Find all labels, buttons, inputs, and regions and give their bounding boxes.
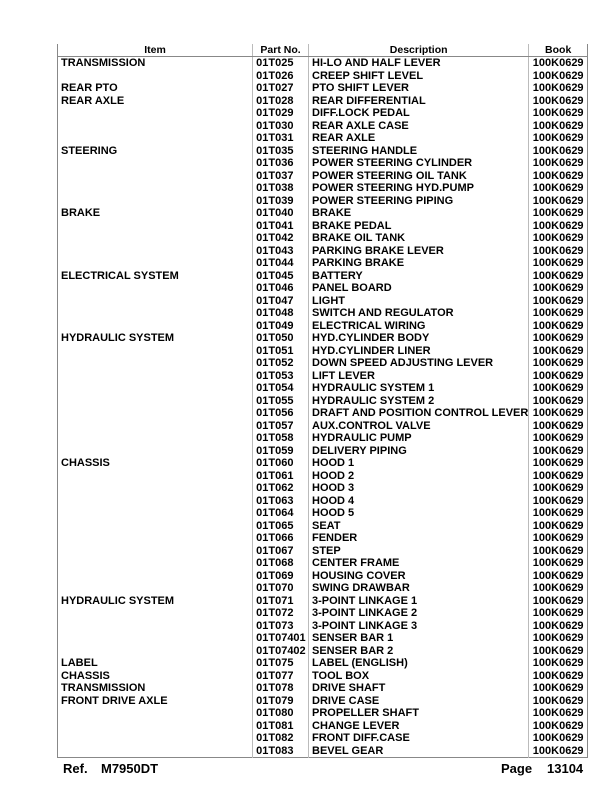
cell-book: 100K0629 [529,295,588,308]
cell-book: 100K0629 [529,70,588,83]
cell-part-no: 01T058 [253,432,309,445]
cell-item [58,382,253,395]
cell-part-no: 01T045 [253,270,309,283]
cell-book: 100K0629 [529,107,588,120]
table-row [58,420,588,433]
cell-part-no: 01T053 [253,370,309,383]
cell-description: 3-POINT LINKAGE 2 [309,607,529,620]
cell-description: LABEL (ENGLISH) [309,657,529,670]
cell-description: STEP [309,545,529,558]
cell-item [58,195,253,208]
cell-item [58,320,253,333]
cell-item [58,582,253,595]
cell-item [58,532,253,545]
cell-description: FRONT DIFF.CASE [309,732,529,745]
cell-item [58,170,253,183]
table-row [58,270,588,283]
cell-part-no: 01T036 [253,157,309,170]
cell-book: 100K0629 [529,545,588,558]
table-row [58,707,588,720]
table-row [58,507,588,520]
table-row [58,220,588,233]
cell-description: HYD.CYLINDER LINER [309,345,529,358]
cell-book: 100K0629 [529,520,588,533]
cell-item: HYDRAULIC SYSTEM [61,594,175,607]
cell-book: 100K0629 [529,470,588,483]
cell-item [58,482,253,495]
cell-description: HYDRAULIC SYSTEM 1 [309,382,529,395]
cell-description: TOOL BOX [309,670,529,683]
cell-item [58,570,253,583]
table-row [58,557,588,570]
cell-item [58,707,253,720]
header-description: Description [309,44,529,57]
cell-book: 100K0629 [529,557,588,570]
cell-book: 100K0629 [529,695,588,708]
cell-item: TRANSMISSION [61,682,146,694]
cell-description: BATTERY [309,270,529,283]
cell-item [58,232,253,245]
cell-item [58,370,253,383]
cell-item [58,182,253,195]
ref-value: M7950DT [101,761,159,776]
cell-description: PARKING BRAKE [309,257,529,270]
cell-part-no: 01T069 [253,570,309,583]
cell-item [58,407,253,420]
cell-part-no: 01T073 [253,620,309,633]
cell-book: 100K0629 [529,170,588,183]
table-row [58,232,588,245]
cell-book: 100K0629 [529,370,588,383]
cell-description: LIFT LEVER [309,370,529,383]
cell-part-no: 01T062 [253,482,309,495]
cell-book: 100K0629 [529,195,588,208]
table-row [58,295,588,308]
cell-description: SENSER BAR 2 [309,645,529,658]
table-row [58,582,588,595]
cell-item [58,470,253,483]
cell-item [58,720,253,733]
table-row [58,645,588,658]
table-row [58,207,588,220]
table-row [58,632,588,645]
table-header [58,44,588,57]
cell-book: 100K0629 [529,445,588,458]
cell-book: 100K0629 [529,257,588,270]
cell-book: 100K0629 [529,120,588,133]
cell-description: DRIVE CASE [309,695,529,708]
cell-item [58,645,253,658]
cell-item [58,432,253,445]
table-row [58,745,588,758]
cell-description: 3-POINT LINKAGE 1 [309,595,529,608]
cell-part-no: 01T029 [253,107,309,120]
cell-item: FRONT DRIVE AXLE [61,694,168,707]
cell-description: HYDRAULIC SYSTEM 2 [309,395,529,408]
cell-part-no: 01T081 [253,720,309,733]
cell-description: DRIVE SHAFT [309,682,529,695]
table-row [58,145,588,158]
cell-book: 100K0629 [529,432,588,445]
cell-description: STEERING HANDLE [309,145,529,158]
table-row [58,70,588,83]
cell-book: 100K0629 [529,670,588,683]
table-row [58,357,588,370]
cell-item [58,245,253,258]
cell-description: SENSER BAR 1 [309,632,529,645]
table-row [58,695,588,708]
cell-description: DIFF.LOCK PEDAL [309,107,529,120]
cell-item: ELECTRICAL SYSTEM [61,269,179,282]
cell-description: DOWN SPEED ADJUSTING LEVER [309,357,529,370]
table-row [58,570,588,583]
cell-item: REAR PTO [61,82,118,94]
cell-item [58,495,253,508]
cell-book: 100K0629 [529,720,588,733]
table-row [58,282,588,295]
cell-description: PTO SHIFT LEVER [309,82,529,95]
cell-item [58,220,253,233]
table-row [58,595,588,608]
cell-description: SWITCH AND REGULATOR [309,307,529,320]
cell-part-no: 01T057 [253,420,309,433]
cell-book: 100K0629 [529,395,588,408]
cell-part-no: 01T025 [253,57,309,70]
table-row [58,195,588,208]
parts-table [57,44,588,758]
cell-item: CHASSIS [61,669,110,682]
cell-item [58,420,253,433]
cell-book: 100K0629 [529,607,588,620]
cell-item: HYDRAULIC SYSTEM [61,332,175,344]
cell-item [58,545,253,558]
cell-book: 100K0629 [529,582,588,595]
cell-part-no: 01T063 [253,495,309,508]
table-row [58,120,588,133]
cell-item [58,157,253,170]
cell-item [58,132,253,145]
cell-book: 100K0629 [529,457,588,470]
cell-part-no: 01T049 [253,320,309,333]
cell-book: 100K0629 [529,657,588,670]
cell-part-no: 01T068 [253,557,309,570]
page-label: Page [501,761,533,776]
cell-part-no: 01T061 [253,470,309,483]
cell-book: 100K0629 [529,620,588,633]
cell-book: 100K0629 [529,420,588,433]
cell-item [58,282,253,295]
cell-description: REAR AXLE CASE [309,120,529,133]
cell-book: 100K0629 [529,182,588,195]
table-row [58,682,588,695]
cell-part-no: 01T037 [253,170,309,183]
cell-part-no: 01T077 [253,670,309,683]
cell-item [58,257,253,270]
cell-item [58,357,253,370]
cell-part-no: 01T051 [253,345,309,358]
table-row [58,395,588,408]
cell-book: 100K0629 [529,145,588,158]
table-row [58,720,588,733]
table-row [58,307,588,320]
cell-item [58,507,253,520]
cell-item [58,107,253,120]
table-row [58,382,588,395]
cell-part-no: 01T075 [253,657,309,670]
cell-description: 3-POINT LINKAGE 3 [309,620,529,633]
cell-part-no: 01T054 [253,382,309,395]
cell-part-no: 01T035 [253,145,309,158]
cell-book: 100K0629 [529,282,588,295]
cell-book: 100K0629 [529,382,588,395]
cell-book: 100K0629 [529,345,588,358]
cell-description: HOOD 5 [309,507,529,520]
cell-item: BRAKE [61,207,101,219]
cell-description: POWER STEERING OIL TANK [309,170,529,183]
cell-book: 100K0629 [529,645,588,658]
cell-part-no: 01T080 [253,707,309,720]
cell-part-no: 01T078 [253,682,309,695]
cell-part-no: 01T072 [253,607,309,620]
cell-part-no: 01T071 [253,595,309,608]
cell-description: HOOD 2 [309,470,529,483]
cell-part-no: 01T047 [253,295,309,308]
cell-part-no: 01T083 [253,745,309,758]
cell-item [58,307,253,320]
table-row [58,320,588,333]
table-row [58,545,588,558]
cell-item [58,745,253,758]
cell-item [58,620,253,633]
cell-part-no: 01T028 [253,95,309,108]
table-row [58,332,588,345]
cell-description: HI-LO AND HALF LEVER [309,57,529,70]
cell-description: AUX.CONTROL VALVE [309,420,529,433]
cell-book: 100K0629 [529,220,588,233]
cell-part-no: 01T050 [253,332,309,345]
cell-part-no: 01T039 [253,195,309,208]
cell-description: PROPELLER SHAFT [309,707,529,720]
cell-book: 100K0629 [529,482,588,495]
cell-description: HYDRAULIC PUMP [309,432,529,445]
cell-part-no: 01T038 [253,182,309,195]
table-row [58,457,588,470]
cell-book: 100K0629 [529,507,588,520]
cell-part-no: 01T059 [253,445,309,458]
cell-item [58,732,253,745]
cell-book: 100K0629 [529,270,588,283]
cell-description: CENTER FRAME [309,557,529,570]
table-row [58,245,588,258]
cell-description: CHANGE LEVER [309,720,529,733]
table-row [58,657,588,670]
cell-part-no: 01T067 [253,545,309,558]
cell-description: PARKING BRAKE LEVER [309,245,529,258]
cell-part-no: 01T027 [253,82,309,95]
table-row [58,432,588,445]
cell-description: HOOD 1 [309,457,529,470]
table-row [58,470,588,483]
table-row [58,482,588,495]
cell-book: 100K0629 [529,132,588,145]
table-row [58,670,588,683]
cell-book: 100K0629 [529,532,588,545]
cell-item [58,70,253,83]
cell-description: PANEL BOARD [309,282,529,295]
cell-book: 100K0629 [529,745,588,758]
cell-item [58,395,253,408]
header-part-no: Part No. [253,44,309,57]
table-row [58,407,588,420]
cell-part-no: 01T043 [253,245,309,258]
cell-part-no: 01T055 [253,395,309,408]
cell-part-no: 01T052 [253,357,309,370]
cell-book: 100K0629 [529,307,588,320]
cell-part-no: 01T066 [253,532,309,545]
table-row [58,157,588,170]
cell-item [58,445,253,458]
cell-part-no: 01T060 [253,457,309,470]
table-row [58,345,588,358]
table-row [58,182,588,195]
cell-description: POWER STEERING PIPING [309,195,529,208]
table-row [58,132,588,145]
header-book: Book [529,44,588,57]
cell-book: 100K0629 [529,207,588,220]
cell-book: 100K0629 [529,245,588,258]
cell-item [58,295,253,308]
cell-item [58,607,253,620]
cell-part-no: 01T041 [253,220,309,233]
cell-book: 100K0629 [529,495,588,508]
cell-book: 100K0629 [529,357,588,370]
table-row [58,107,588,120]
cell-book: 100K0629 [529,82,588,95]
cell-description: POWER STEERING CYLINDER [309,157,529,170]
cell-item: STEERING [61,144,118,157]
cell-description: POWER STEERING HYD.PUMP [309,182,529,195]
table-row [58,445,588,458]
cell-item [58,120,253,133]
cell-description: LIGHT [309,295,529,308]
table-row [58,257,588,270]
cell-part-no: 01T07401 [253,632,309,645]
cell-book: 100K0629 [529,332,588,345]
cell-description: SWING DRAWBAR [309,582,529,595]
table-row [58,607,588,620]
cell-book: 100K0629 [529,95,588,108]
cell-book: 100K0629 [529,632,588,645]
cell-book: 100K0629 [529,157,588,170]
cell-part-no: 01T070 [253,582,309,595]
cell-item [58,345,253,358]
table-row [58,82,588,95]
table-row [58,57,588,70]
cell-book: 100K0629 [529,595,588,608]
cell-item: LABEL [61,657,98,669]
cell-description: FENDER [309,532,529,545]
cell-book: 100K0629 [529,732,588,745]
cell-part-no: 01T044 [253,257,309,270]
cell-part-no: 01T082 [253,732,309,745]
table-row [58,732,588,745]
cell-description: HOOD 3 [309,482,529,495]
cell-description: CREEP SHIFT LEVEL [309,70,529,83]
cell-item: TRANSMISSION [61,57,146,69]
table-row [58,620,588,633]
page-number: 13104 [547,761,584,776]
cell-item [58,632,253,645]
cell-part-no: 01T07402 [253,645,309,658]
cell-part-no: 01T046 [253,282,309,295]
cell-description: HOOD 4 [309,495,529,508]
ref-label: Ref. [63,761,88,776]
cell-item: REAR AXLE [61,94,125,107]
cell-description: HOUSING COVER [309,570,529,583]
cell-description: HYD.CYLINDER BODY [309,332,529,345]
cell-book: 100K0629 [529,570,588,583]
cell-description: ELECTRICAL WIRING [309,320,529,333]
cell-book: 100K0629 [529,232,588,245]
cell-part-no: 01T031 [253,132,309,145]
cell-description: BEVEL GEAR [309,745,529,758]
cell-book: 100K0629 [529,707,588,720]
cell-book: 100K0629 [529,407,588,420]
cell-part-no: 01T056 [253,407,309,420]
table-row [58,370,588,383]
header-item: Item [58,44,253,57]
cell-part-no: 01T042 [253,232,309,245]
cell-description: SEAT [309,520,529,533]
cell-part-no: 01T048 [253,307,309,320]
cell-description: BRAKE [309,207,529,220]
cell-book: 100K0629 [529,682,588,695]
table-row [58,170,588,183]
cell-book: 100K0629 [529,320,588,333]
cell-part-no: 01T064 [253,507,309,520]
table-row [58,520,588,533]
cell-book: 100K0629 [529,57,588,70]
cell-description: BRAKE OIL TANK [309,232,529,245]
table-row [58,532,588,545]
cell-part-no: 01T030 [253,120,309,133]
cell-part-no: 01T065 [253,520,309,533]
cell-description: REAR AXLE [309,132,529,145]
cell-description: BRAKE PEDAL [309,220,529,233]
cell-part-no: 01T026 [253,70,309,83]
cell-item [58,520,253,533]
table-row [58,495,588,508]
cell-description: DRAFT AND POSITION CONTROL LEVER [309,407,529,420]
cell-part-no: 01T079 [253,695,309,708]
cell-part-no: 01T040 [253,207,309,220]
cell-description: REAR DIFFERENTIAL [309,95,529,108]
cell-item [58,557,253,570]
table-row [58,95,588,108]
cell-item: CHASSIS [61,457,110,469]
cell-description: DELIVERY PIPING [309,445,529,458]
